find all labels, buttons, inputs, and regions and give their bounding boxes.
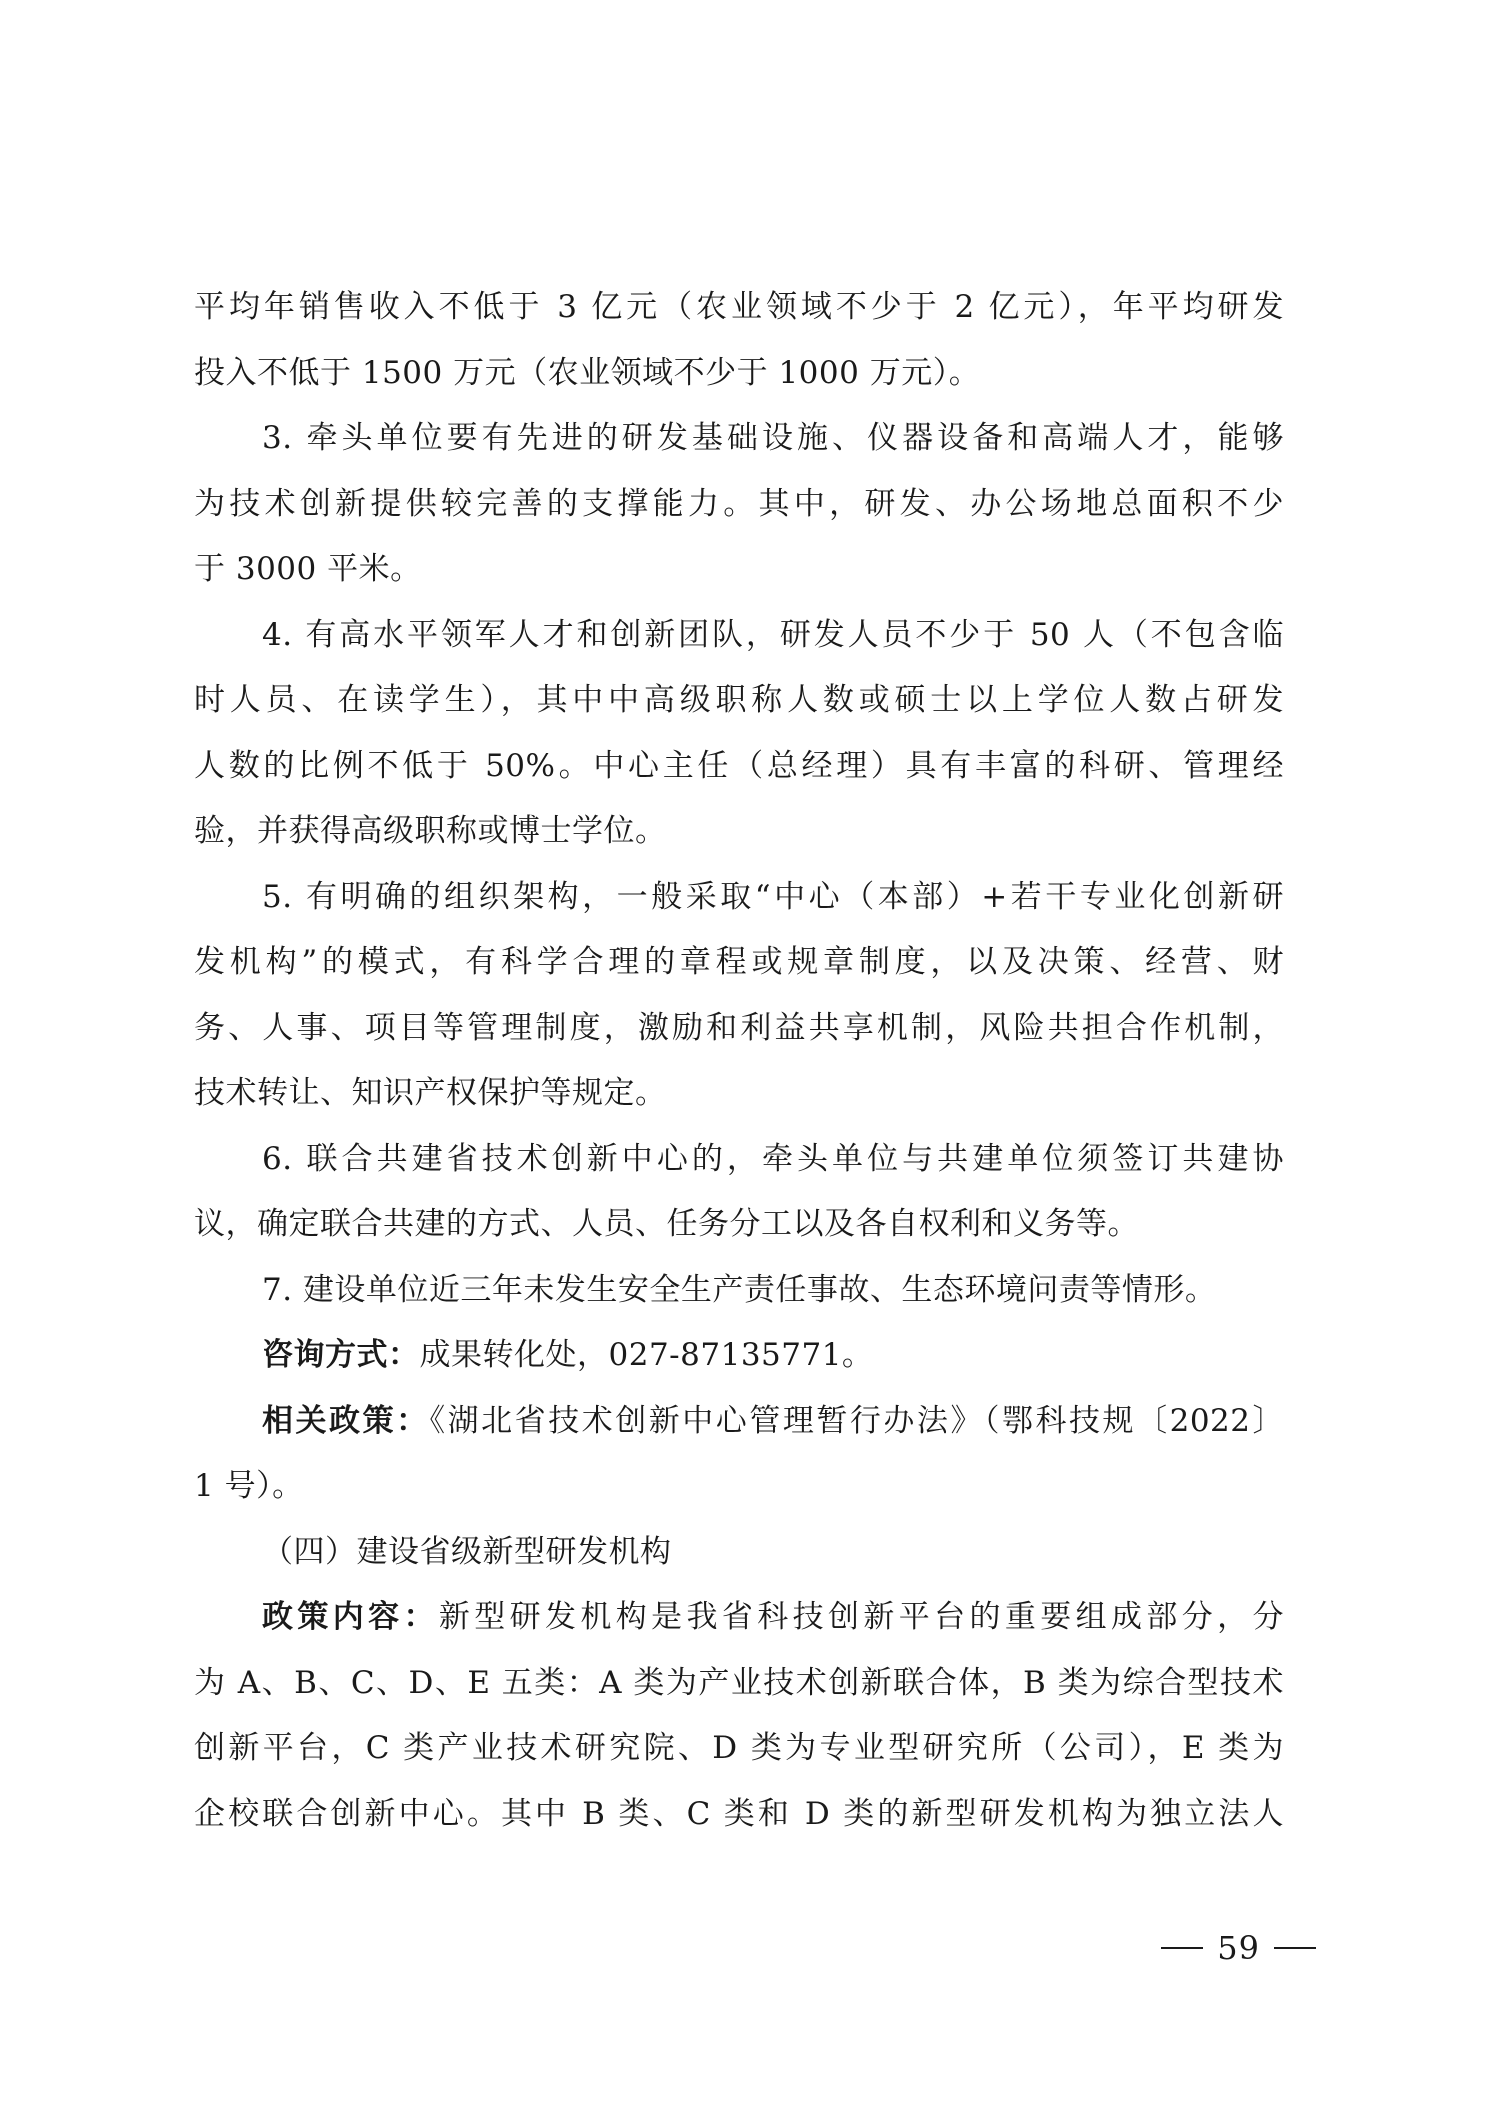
text-line: 1 号）。 bbox=[194, 1468, 304, 1504]
document-body bbox=[194, 275, 1284, 1847]
text-line: 为技术创新提供较完善的支撑能力。其中，研发、办公场地总面积不少 bbox=[194, 485, 1284, 522]
text-line: 于 3000 平米。 bbox=[194, 551, 422, 587]
text-line: 验，并获得高级职称或博士学位。 bbox=[194, 813, 667, 849]
text-line: 投入不低于 1500 万元（农业领域不少于 1000 万元）。 bbox=[194, 354, 981, 391]
text-line: 平均年销售收入不低于 3 亿元（农业领域不少于 2 亿元），年平均研发 bbox=[194, 289, 1284, 325]
text-line: 7. 建设单位近三年未发生安全生产责任事故、生态环境问责等情形。 bbox=[262, 1271, 1217, 1308]
text-line: 为 A、B、C、D、E 五类：A 类为产业技术创新联合体，B 类为综合型技术 bbox=[194, 1664, 1284, 1701]
consult-text: 成果转化处，027-87135771。 bbox=[419, 1337, 874, 1373]
policy-line bbox=[194, 1389, 1284, 1455]
section-heading: （四）建设省级新型研发机构 bbox=[262, 1533, 672, 1570]
dash-left bbox=[1161, 1947, 1203, 1949]
page-number: 59 bbox=[1217, 1929, 1260, 1967]
text-line: 时人员、在读学生），其中中高级职称人数或硕士以上学位人数占研发 bbox=[194, 682, 1284, 718]
content-line bbox=[194, 1585, 1284, 1651]
policy-label: 相关政策： bbox=[262, 1402, 430, 1439]
consult-line bbox=[194, 1323, 1284, 1389]
text-line: 技术转让、知识产权保护等规定。 bbox=[194, 1075, 667, 1111]
content-text: 新型研发机构是我省科技创新平台的重要组成部分，分 bbox=[438, 1599, 1284, 1635]
text-line: 发机构”的模式，有科学合理的章程或规章制度，以及决策、经营、财 bbox=[194, 944, 1284, 980]
text-line: 4. 有高水平领军人才和创新团队，研发人员不少于 50 人（不包含临 bbox=[262, 616, 1284, 653]
text-line: 人数的比例不低于 50%。中心主任（总经理）具有丰富的科研、管理经 bbox=[194, 747, 1284, 784]
text-line: 企校联合创新中心。其中 B 类、C 类和 D 类的新型研发机构为独立法人 bbox=[194, 1795, 1284, 1832]
text-line: 务、人事、项目等管理制度，激励和利益共享机制，风险共担合作机制， bbox=[194, 1009, 1284, 1046]
text-line: 5. 有明确的组织架构，一般采取“中心（本部）+若干专业化创新研 bbox=[262, 878, 1284, 915]
text-line: 3. 牵头单位要有先进的研发基础设施、仪器设备和高端人才，能够 bbox=[262, 420, 1284, 456]
text-line: 创新平台，C 类产业技术研究院、D 类为专业型研究所（公司），E 类为 bbox=[194, 1730, 1284, 1766]
text-line: 议，确定联合共建的方式、人员、任务分工以及各自权利和义务等。 bbox=[194, 1206, 1139, 1242]
text-line: 6. 联合共建省技术创新中心的，牵头单位与共建单位须签订共建协 bbox=[262, 1140, 1284, 1177]
consult-label: 咨询方式： bbox=[262, 1337, 420, 1373]
policy-text: 《湖北省技术创新中心管理暂行办法》（鄂科技规〔2022〕 bbox=[429, 1402, 1285, 1439]
content-label: 政策内容： bbox=[262, 1599, 439, 1635]
dash-right bbox=[1274, 1947, 1316, 1949]
page-footer bbox=[1161, 1929, 1316, 1967]
